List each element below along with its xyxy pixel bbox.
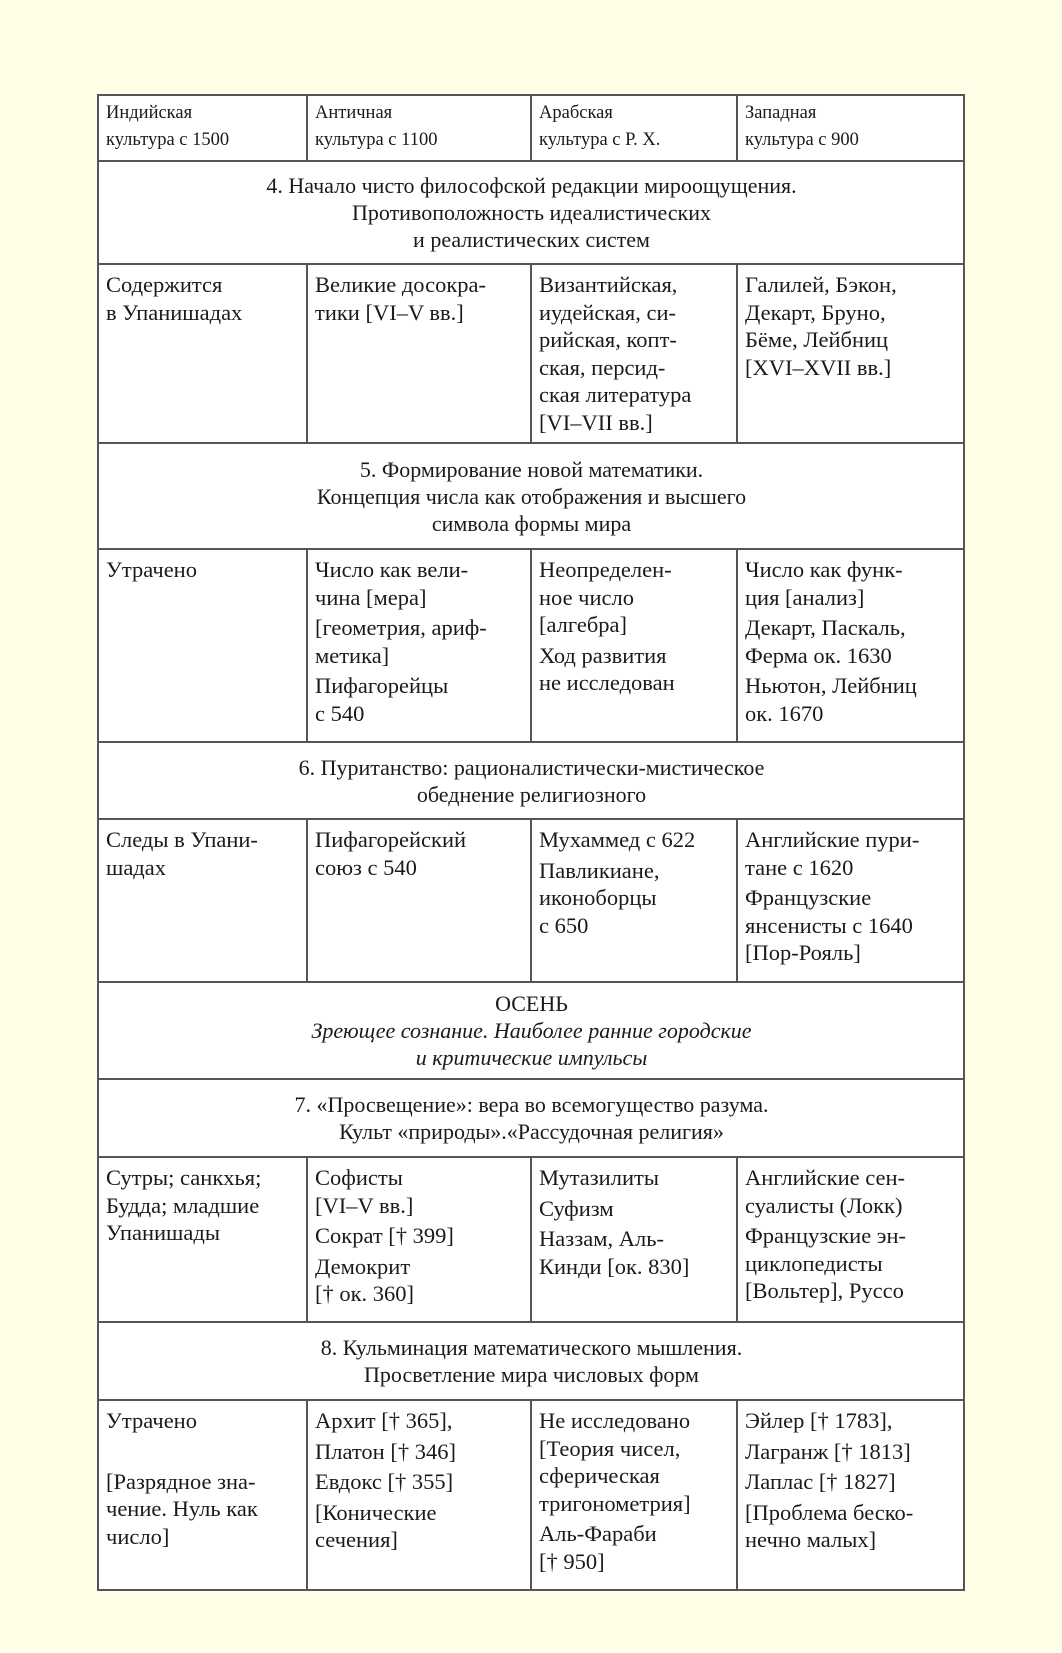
header-text: культура с 1100 xyxy=(315,130,438,150)
header-cell-indian xyxy=(98,95,307,161)
cell-text: ция [анализ] xyxy=(745,584,865,610)
section-row-6 xyxy=(98,742,964,819)
cell-text: суалисты (Локк) xyxy=(745,1192,903,1218)
cell-paragraph xyxy=(745,672,957,727)
cell-text: [Пор-Рояль] xyxy=(745,940,861,965)
cell-paragraph xyxy=(315,1499,524,1554)
cell-text: чение. Нуль как xyxy=(106,1496,258,1521)
cell-text: иудейская, си- xyxy=(539,299,677,325)
cell-paragraph xyxy=(315,826,524,881)
cell-arabic xyxy=(531,819,737,982)
cell-text: [† ок. 360] xyxy=(315,1281,415,1306)
section-title xyxy=(98,1079,964,1157)
cell-paragraph xyxy=(539,1520,730,1575)
cell-text: не исследован xyxy=(539,670,675,695)
header-text: Арабская xyxy=(539,103,613,123)
cell-text: Английские пури- xyxy=(745,827,920,852)
cell-text: Бёме, Лейбниц xyxy=(745,327,889,352)
cell-paragraph xyxy=(539,1225,730,1280)
season-heading: ОСЕНЬ xyxy=(495,991,568,1016)
cell-paragraph xyxy=(315,1164,524,1219)
cell-paragraph xyxy=(315,271,524,326)
cell-text: [† 950] xyxy=(539,1548,605,1574)
cell-text: Галилей, Бэкон, xyxy=(745,272,897,297)
cell-text: союз с 540 xyxy=(315,854,417,880)
cell-text: сферическая xyxy=(539,1463,660,1488)
cell-text: Лаплас [† 1827] xyxy=(745,1469,896,1494)
cell-paragraph xyxy=(106,271,300,326)
section-row-4 xyxy=(98,161,964,264)
section-title-line: обеднение религиозного xyxy=(416,781,647,807)
cell-text: Ход развития xyxy=(539,642,667,668)
section-row-5 xyxy=(98,443,964,549)
header-text: Индийская xyxy=(106,103,193,123)
data-row-5 xyxy=(98,549,964,742)
cell-text: Евдокс [† 355] xyxy=(315,1469,454,1494)
section-title-line: 6. Пуританство: рационалистически-мистическое xyxy=(298,754,765,780)
cell-antique xyxy=(307,549,531,742)
section-title-line: Культ «природы».«Рассудочная религия» xyxy=(339,1119,724,1144)
cell-text: Аль-Фараби xyxy=(539,1521,657,1546)
cell-paragraph xyxy=(745,1407,957,1435)
section-row-8 xyxy=(98,1322,964,1400)
section-title-line: 7. «Просвещение»: вера во всемогущество разума. xyxy=(294,1092,769,1117)
cell-western xyxy=(737,549,964,742)
page xyxy=(97,94,963,1591)
cell-arabic xyxy=(531,1157,737,1322)
cell-text: рийская, копт- xyxy=(539,327,677,352)
cell-text: Пифагорейский xyxy=(315,827,467,852)
cell-text: Сократ [† 399] xyxy=(315,1223,454,1248)
cell-text: Будда; младшие xyxy=(106,1192,260,1218)
cell-text: с 540 xyxy=(315,700,365,726)
cell-arabic xyxy=(531,549,737,742)
cell-paragraph xyxy=(106,556,300,584)
cell-text: Великие досокра- xyxy=(315,272,487,297)
cell-text: тригонометрия] xyxy=(539,1490,691,1516)
cell-text: [XVI–XVII вв.] xyxy=(745,354,892,380)
cell-text: Утрачено xyxy=(106,557,197,582)
cell-paragraph xyxy=(539,1407,730,1517)
cell-arabic xyxy=(531,1400,737,1590)
cell-antique xyxy=(307,264,531,443)
data-row-8 xyxy=(98,1400,964,1590)
data-row-6 xyxy=(98,819,964,982)
header-cell-western xyxy=(737,95,964,161)
cell-text: метика] xyxy=(315,642,390,668)
cell-text: Лагранж [† 1813] xyxy=(745,1438,911,1464)
cell-text: Мухаммед с 622 xyxy=(539,827,696,852)
cell-arabic xyxy=(531,264,737,443)
cell-text: в Упанишадах xyxy=(106,299,243,325)
cell-text: Демокрит xyxy=(315,1253,411,1279)
section-title-line: 5. Формирование новой математики. xyxy=(359,456,704,482)
cell-paragraph xyxy=(745,1438,957,1466)
cell-text: Неопределен- xyxy=(539,557,672,582)
cell-western xyxy=(737,264,964,443)
cell-text: Мутазилиты xyxy=(539,1165,659,1190)
cell-paragraph xyxy=(539,556,730,639)
cell-paragraph xyxy=(539,857,730,940)
cell-paragraph xyxy=(315,614,524,669)
cell-text: янсенисты с 1640 xyxy=(745,912,913,938)
cell-paragraph xyxy=(539,1195,730,1223)
section-title-line: Концепция числа как отображения и высшего xyxy=(316,483,747,509)
cell-text: Сутры; санкхья; xyxy=(106,1165,262,1190)
cell-text: Английские сен- xyxy=(745,1165,906,1190)
data-row-7 xyxy=(98,1157,964,1322)
cell-text: [Разрядное зна- xyxy=(106,1468,256,1494)
cell-text: Декарт, Бруно, xyxy=(745,299,886,325)
header-text: культура с 1500 xyxy=(106,130,230,150)
cell-paragraph xyxy=(106,1407,300,1435)
cell-text: Упанишады xyxy=(106,1220,220,1245)
cell-text: Ферма ок. 1630 xyxy=(745,642,892,668)
cell-text: тики [VI–V вв.] xyxy=(315,299,464,325)
cell-text: [алгебра] xyxy=(539,612,628,637)
cell-paragraph xyxy=(539,826,730,854)
cell-paragraph xyxy=(745,1468,957,1496)
cell-text: Эйлер [† 1783], xyxy=(745,1408,893,1433)
cell-indian xyxy=(98,819,307,982)
cell-text: циклопедисты xyxy=(745,1250,883,1276)
cell-text: [Проблема беско- xyxy=(745,1499,914,1525)
cell-paragraph xyxy=(315,1222,524,1250)
cell-text: Кинди [ок. 830] xyxy=(539,1253,690,1279)
cell-text: Павликиане, xyxy=(539,857,660,883)
cell-text: [геометрия, ариф- xyxy=(315,615,487,640)
section-title-line: символа формы мира xyxy=(431,510,632,536)
cell-paragraph xyxy=(315,556,524,611)
cell-text: Число как вели- xyxy=(315,557,469,582)
cell-paragraph xyxy=(539,271,730,436)
cell-western xyxy=(737,1400,964,1590)
cell-paragraph xyxy=(106,1164,300,1247)
data-row-4 xyxy=(98,264,964,443)
cell-text: с 650 xyxy=(539,912,589,938)
cell-text: Французские эн- xyxy=(745,1223,906,1248)
section-title-line: 8. Кульминация математического мышления. xyxy=(320,1335,743,1360)
cell-text: ное число xyxy=(539,584,634,610)
section-row-7 xyxy=(98,1079,964,1157)
section-title xyxy=(98,742,964,819)
cell-text: ская литература xyxy=(539,382,692,407)
cell-text: сечения] xyxy=(315,1527,398,1552)
cell-text: шадах xyxy=(106,854,166,880)
culture-comparison-table xyxy=(97,94,965,1591)
season-title xyxy=(98,982,964,1079)
cell-paragraph xyxy=(315,1253,524,1308)
cell-text: Французские xyxy=(745,885,872,910)
cell-text: Суфизм xyxy=(539,1195,614,1221)
cell-paragraph xyxy=(539,642,730,697)
cell-text: Наззам, Аль- xyxy=(539,1226,664,1251)
cell-paragraph xyxy=(745,884,957,967)
cell-paragraph xyxy=(315,672,524,727)
header-text: культура с Р. Х. xyxy=(539,130,661,150)
cell-paragraph xyxy=(745,826,957,881)
cell-text: [Конические xyxy=(315,1499,437,1525)
cell-indian xyxy=(98,549,307,742)
cell-text: иконоборцы xyxy=(539,885,657,910)
cell-indian xyxy=(98,1157,307,1322)
cell-paragraph xyxy=(745,1499,957,1554)
header-text: Западная xyxy=(745,103,817,123)
season-row-autumn xyxy=(98,982,964,1079)
cell-paragraph xyxy=(745,614,957,669)
cell-antique xyxy=(307,1157,531,1322)
section-title-line: 4. Начало чисто философской редакции мироощущения. xyxy=(266,173,797,198)
cell-antique xyxy=(307,819,531,982)
header-row xyxy=(98,95,964,161)
cell-text: Содержится xyxy=(106,272,223,297)
cell-text: нечно малых] xyxy=(745,1527,877,1552)
header-cell-arabic xyxy=(531,95,737,161)
season-subtitle-line: Зреющее сознание. Наиболее ранние городские xyxy=(311,1018,752,1043)
cell-text: [VI–VII вв.] xyxy=(539,409,653,435)
cell-paragraph xyxy=(315,1468,524,1496)
cell-text: Византийская, xyxy=(539,272,678,297)
cell-text: [VI–V вв.] xyxy=(315,1192,414,1218)
cell-paragraph xyxy=(315,1438,524,1466)
season-subtitle-line: и критические импульсы xyxy=(415,1045,648,1070)
cell-paragraph xyxy=(106,826,300,881)
cell-text: Утрачено xyxy=(106,1408,197,1433)
cell-paragraph xyxy=(745,271,957,381)
cell-text: [Теория чисел, xyxy=(539,1435,681,1461)
section-title-line: и реалистических систем xyxy=(413,227,650,252)
cell-text: Ньютон, Лейбниц xyxy=(745,673,917,698)
cell-text: Декарт, Паскаль, xyxy=(745,615,906,640)
cell-indian xyxy=(98,1400,307,1590)
section-title-line: Просветление мира числовых форм xyxy=(364,1362,699,1387)
section-title xyxy=(98,1322,964,1400)
section-title xyxy=(98,443,964,549)
cell-indian xyxy=(98,264,307,443)
cell-antique xyxy=(307,1400,531,1590)
cell-western xyxy=(737,819,964,982)
cell-text: число] xyxy=(106,1523,170,1549)
cell-text: Следы в Упани- xyxy=(106,827,258,852)
cell-text: Число как функ- xyxy=(745,557,903,582)
cell-text: Платон [† 346] xyxy=(315,1438,456,1464)
cell-text: тане с 1620 xyxy=(745,854,854,880)
cell-text: чина [мера] xyxy=(315,584,427,610)
cell-paragraph xyxy=(315,1407,524,1435)
cell-text: ок. 1670 xyxy=(745,700,824,726)
cell-text: Софисты xyxy=(315,1165,403,1190)
header-text: культура с 900 xyxy=(745,130,859,150)
cell-text: Архит [† 365], xyxy=(315,1408,453,1433)
cell-paragraph xyxy=(106,1468,300,1551)
cell-text: [Вольтер], Руссо xyxy=(745,1278,904,1303)
section-title-line: Противоположность идеалистических xyxy=(351,200,712,225)
cell-western xyxy=(737,1157,964,1322)
cell-paragraph xyxy=(539,1164,730,1192)
cell-text: ская, персид- xyxy=(539,354,666,380)
cell-text: Пифагорейцы xyxy=(315,673,449,698)
spacer xyxy=(106,1438,300,1468)
cell-paragraph xyxy=(745,1164,957,1219)
header-cell-antique xyxy=(307,95,531,161)
cell-paragraph xyxy=(745,1222,957,1305)
cell-text: Не исследовано xyxy=(539,1408,691,1433)
section-title xyxy=(98,161,964,264)
cell-paragraph xyxy=(745,556,957,611)
header-text: Античная xyxy=(315,103,393,123)
